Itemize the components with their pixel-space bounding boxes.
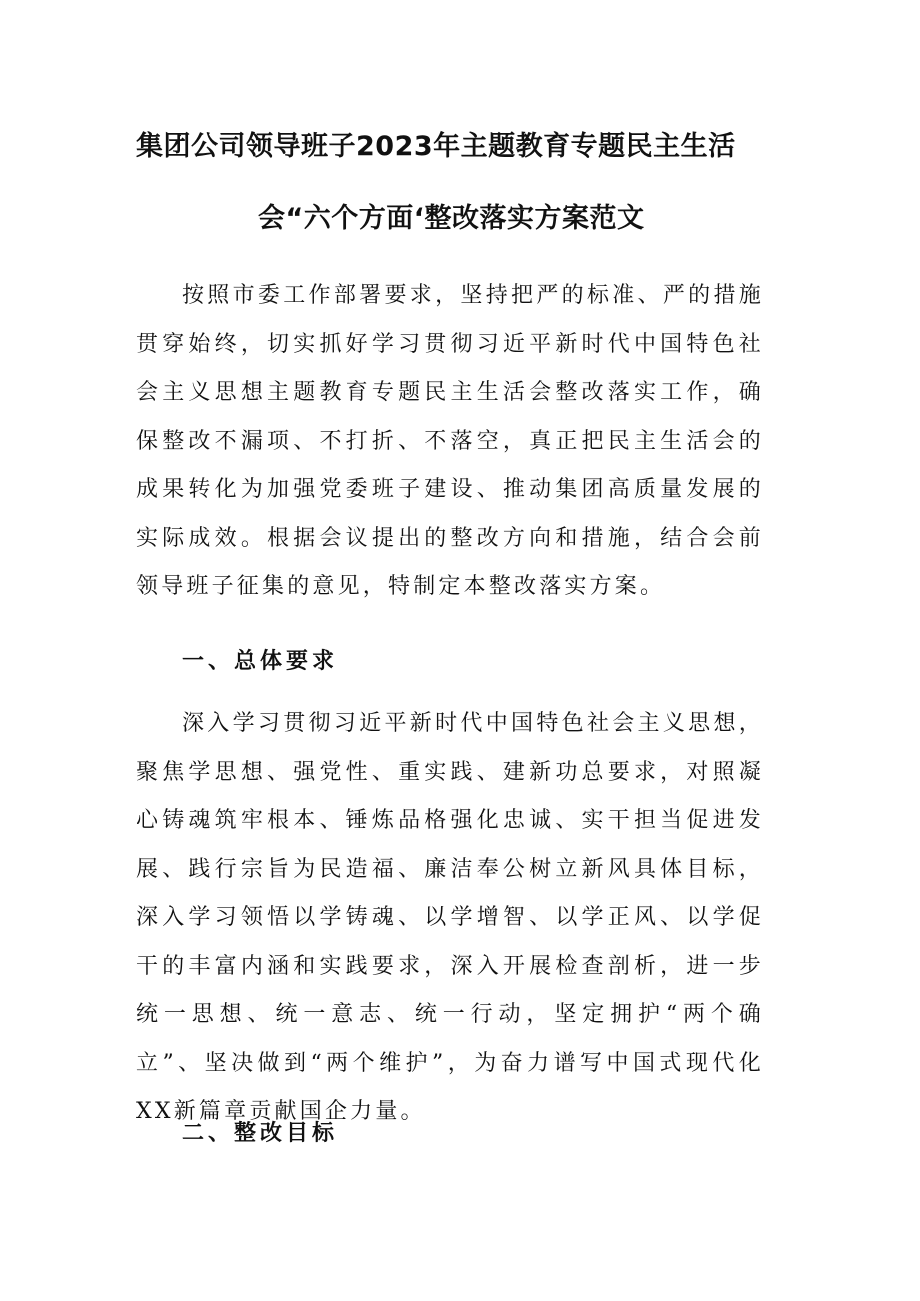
document-title-line-2: 会“六个方面‘整改落实方案范文 <box>258 203 645 234</box>
intro-paragraph: 按照市委工作部署要求，坚持把严的标准、严的措施贯穿始终，切实抓好学习贯彻习近平新时代中国特色社会主义思想主题教育专题民主生活会整改落实工作，确保整改不漏项、不打折、不落空，真正把民主生活会的成果转化为加强党委班子建设、推动集团高质量发展的实际成效。根据会议提出的整改方向和措施，结合会前领导班子征集的意见，特制定本整改落实方案。 <box>136 283 764 599</box>
section-heading-general-requirements: 一、总体要求 <box>182 648 339 674</box>
general-requirements-paragraph: 深入学习贯彻习近平新时代中国特色社会主义思想，聚焦学思想、强党性、重实践、建新功总要求，对照凝心铸魂筑牢根本、锤炼品格强化忠诚、实干担当促进发展、践行宗旨为民造福、廉洁奉公树立新风具体目标，深入学习领悟以学铸魂、以学增智、以学正风、以学促干的丰富内涵和实践要求，深入开展检查剖析，进一步统一思想、统一意志、统一行动，坚定拥护“两个确立”、坚决做到“两个维护”，为奋力谱写中国式现代化XX新篇章贡献国企力量。 <box>136 711 764 1124</box>
section-heading-rectification-goals: 二、整改目标 <box>182 1120 339 1146</box>
document-title-line-1: 集团公司领导班子2023年主题教育专题民主生活 <box>136 131 736 162</box>
